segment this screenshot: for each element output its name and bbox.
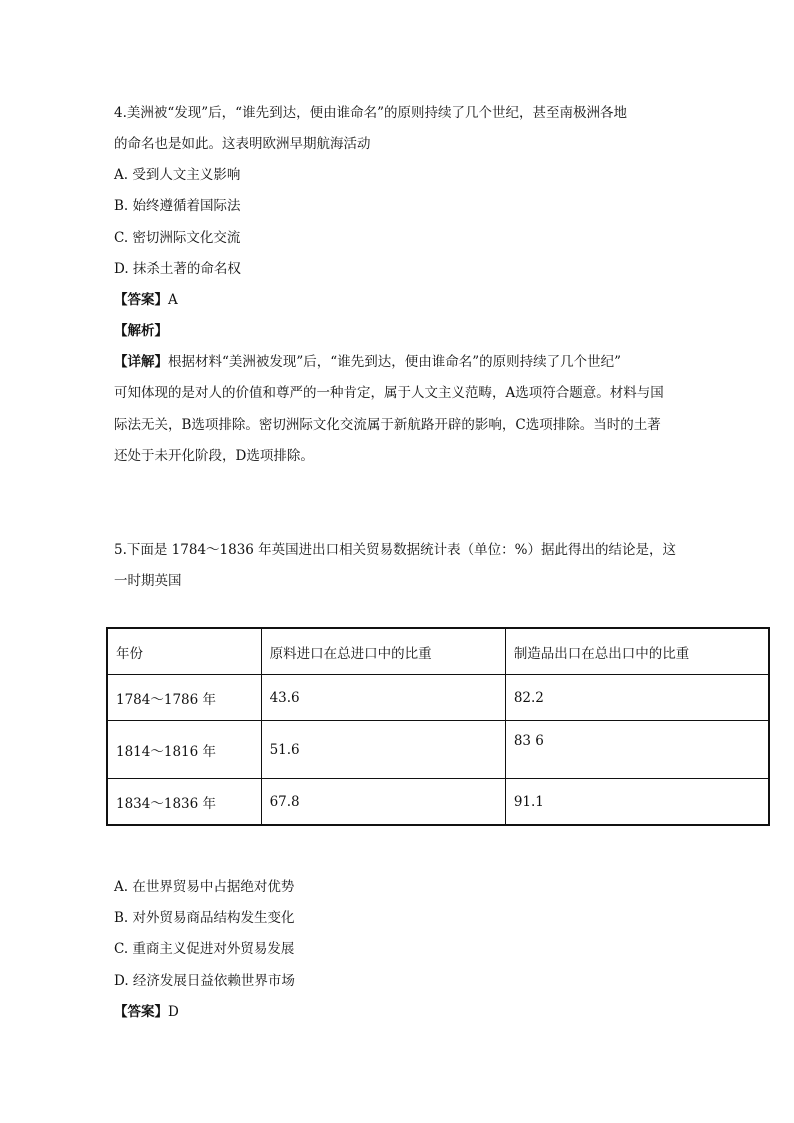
q4-detail-text-1: 根据材料“美洲被发现”后，“谁先到达，便由谁命名”的原则持续了几个世纪”	[168, 354, 622, 370]
table-row	[107, 779, 769, 826]
q5-option-b: B. 对外贸易商品结构发生变化	[114, 910, 295, 926]
table-cell: 1834～1836 年	[107, 779, 261, 826]
q5-answer-value: D	[168, 1004, 179, 1020]
q5-answer	[114, 1003, 179, 1021]
q5-option-c: C. 重商主义促进对外贸易发展	[114, 941, 295, 957]
q4-option-c: C. 密切洲际文化交流	[114, 230, 241, 246]
q4-analysis-label: 【解析】	[114, 323, 168, 339]
table-cell: 1814～1816 年	[107, 721, 261, 779]
table-cell: 1784～1786 年	[107, 675, 261, 721]
q4-detail-line-3: 际法无关，B选项排除。密切洲际文化交流属于新航路开辟的影响，C选项排除。当时的土著	[114, 417, 661, 433]
table-cell: 91.1	[505, 779, 769, 826]
table-header-cell: 制造品出口在总出口中的比重	[505, 628, 769, 675]
q4-option-d: D. 抹杀土著的命名权	[114, 261, 241, 277]
trade-data-table	[106, 627, 770, 826]
table-header-row	[107, 628, 769, 675]
q5-option-d: D. 经济发展日益依赖世界市场	[114, 973, 295, 989]
q4-detail-line-4: 还处于未开化阶段，D选项排除。	[114, 448, 314, 464]
q4-detail-line-1	[114, 353, 621, 371]
q4-detail-tag: 【详解】	[114, 354, 168, 370]
q5-option-a: A. 在世界贸易中占据绝对优势	[114, 879, 295, 895]
q4-option-b: B. 始终遵循着国际法	[114, 198, 241, 214]
q4-stem-line-1: 4.美洲被“发现”后，“谁先到达，便由谁命名”的原则持续了几个世纪，甚至南极洲各地	[114, 105, 627, 121]
table-cell: 43.6	[261, 675, 505, 721]
q5-answer-tag: 【答案】	[114, 1004, 168, 1020]
table-header-cell: 原料进口在总进口中的比重	[261, 628, 505, 675]
q5-stem-line-2: 一时期英国	[114, 573, 182, 589]
q4-detail-line-2: 可知体现的是对人的价值和尊严的一种肯定，属于人文主义范畴，A选项符合题意。材料与国	[114, 385, 664, 401]
table-cell: 82.2	[505, 675, 769, 721]
table-cell: 67.8	[261, 779, 505, 826]
table-row	[107, 721, 769, 779]
table-row	[107, 675, 769, 721]
table-cell: 83 6	[505, 721, 769, 779]
q4-answer	[114, 291, 178, 309]
q4-analysis-tag	[114, 322, 168, 340]
q4-stem-line-2: 的命名也是如此。这表明欧洲早期航海活动	[114, 136, 371, 152]
table-cell: 51.6	[261, 721, 505, 779]
q5-stem-line-1: 5.下面是 1784～1836 年英国进出口相关贸易数据统计表（单位：%）据此得出的结论是，这	[114, 542, 677, 558]
q4-answer-tag: 【答案】	[114, 292, 168, 308]
table-header-cell: 年份	[107, 628, 261, 675]
q4-option-a: A. 受到人文主义影响	[114, 167, 241, 183]
q4-answer-value: A	[168, 292, 178, 308]
